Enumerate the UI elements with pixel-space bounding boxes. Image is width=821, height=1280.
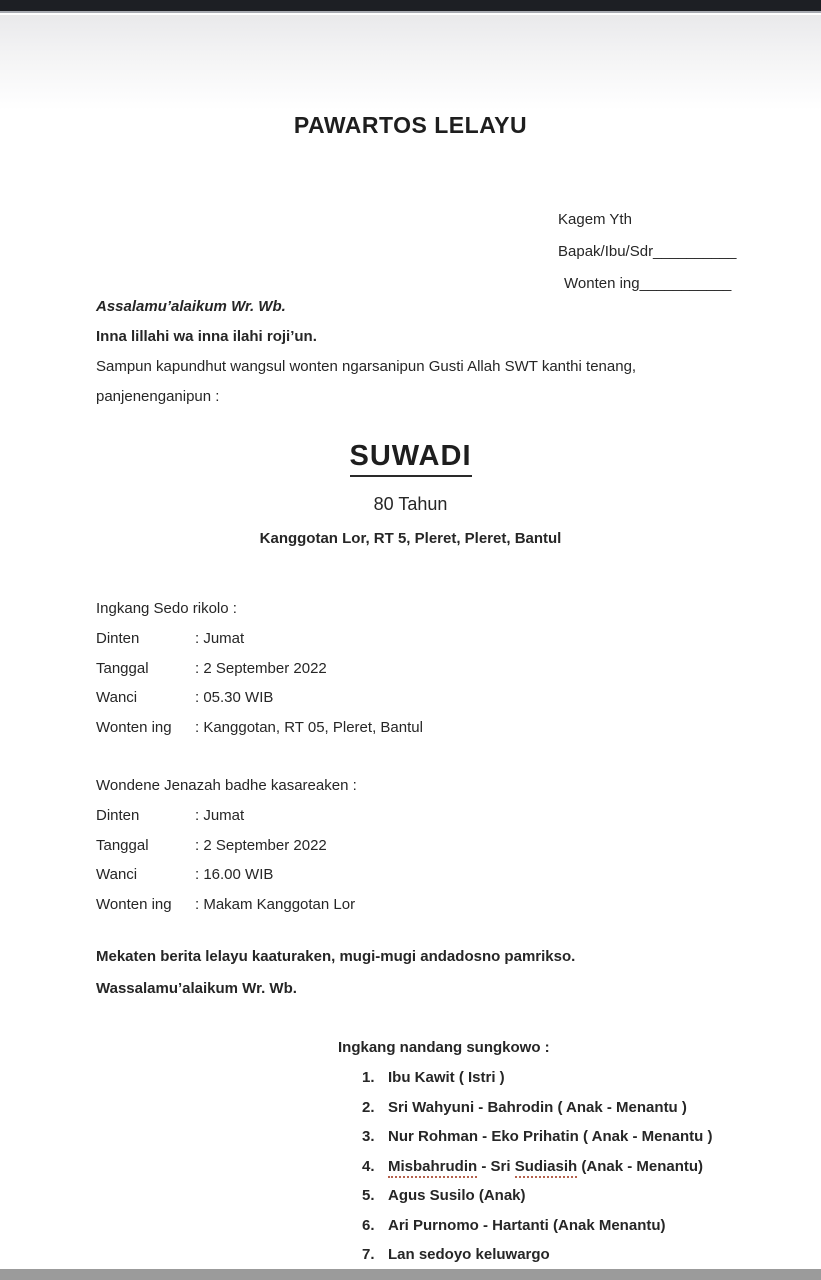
deceased-address: Kanggotan Lor, RT 5, Pleret, Pleret, Bantul xyxy=(259,530,562,547)
detail-label: Dinten xyxy=(96,630,140,647)
list-item-number: 1. xyxy=(362,1069,375,1086)
list-item xyxy=(362,1211,712,1241)
announcement-line-1: Sampun kapundhut wangsul wonten ngarsanipun Gusti Allah SWT kanthi tenang, xyxy=(96,358,637,375)
list-item xyxy=(362,1181,712,1211)
greeting-line: Assalamu’alaikum Wr. Wb. xyxy=(96,298,286,315)
detail-label: Tanggal xyxy=(96,836,149,854)
deceased-name: SUWADI xyxy=(350,440,472,477)
detail-value: : 2 September 2022 xyxy=(195,659,327,677)
detail-value: : 16.00 WIB xyxy=(195,866,274,883)
list-item xyxy=(362,1240,712,1270)
list-item-number: 2. xyxy=(362,1098,375,1116)
list-item-text: Ari Purnomo - Hartanti (Anak Menantu) xyxy=(388,1216,666,1234)
detail-value: : Makam Kanggotan Lor xyxy=(195,895,356,913)
deceased-block xyxy=(0,440,821,547)
window-top-bar xyxy=(0,0,821,13)
list-item-text: Lan sedoyo keluwargo xyxy=(388,1246,550,1263)
list-item xyxy=(362,1122,712,1152)
istirja-line: Inna lillahi wa inna ilahi roji’un. xyxy=(96,328,317,345)
detail-row-day xyxy=(96,624,423,654)
list-item-text: Ibu Kawit ( Istri ) xyxy=(388,1069,505,1086)
detail-row-time xyxy=(96,860,357,890)
burial-details-heading: Wondene Jenazah badhe kasareaken : xyxy=(96,777,357,794)
list-item-number: 6. xyxy=(362,1216,375,1234)
detail-value: : Kanggotan, RT 05, Pleret, Bantul xyxy=(195,718,423,736)
mourners-heading: Ingkang nandang sungkowo : xyxy=(338,1039,550,1056)
list-item-text: Misbahrudin - Sri Sudiasih (Anak - Menantu) xyxy=(388,1152,703,1182)
list-item-number: 5. xyxy=(362,1187,375,1204)
spellcheck-underlined-word: Sudiasih xyxy=(515,1158,578,1178)
list-item-number: 4. xyxy=(362,1157,375,1175)
closing-block xyxy=(96,941,575,1005)
detail-row-date xyxy=(96,654,423,684)
detail-value: : Jumat xyxy=(195,807,245,824)
detail-row-place xyxy=(96,890,357,920)
recipient-line-place-blank: Wonten ing___________ xyxy=(564,275,732,292)
detail-value: : 2 September 2022 xyxy=(195,836,327,854)
detail-value: : 05.30 WIB xyxy=(195,689,274,706)
detail-row-date xyxy=(96,831,357,861)
salutation-block xyxy=(96,292,761,412)
list-item-text: Agus Susilo (Anak) xyxy=(388,1187,526,1204)
spellcheck-underlined-word: Misbahrudin xyxy=(388,1158,477,1178)
mourners-block xyxy=(338,1033,712,1270)
announcement-line-2: panjenenganipun : xyxy=(96,388,220,405)
list-item-text: Sri Wahyuni - Bahrodin ( Anak - Menantu ) xyxy=(388,1098,687,1116)
detail-label: Wanci xyxy=(96,866,138,883)
list-item-number: 7. xyxy=(362,1246,375,1263)
deceased-age: 80 Tahun xyxy=(373,494,448,514)
detail-label: Wonten ing xyxy=(96,895,172,913)
page-title: PAWARTOS LELAYU xyxy=(293,112,528,138)
detail-value: : Jumat xyxy=(195,630,245,647)
detail-row-place xyxy=(96,713,423,743)
death-details-heading: Ingkang Sedo rikolo : xyxy=(96,600,237,617)
detail-row-day xyxy=(96,801,357,831)
closing-line-1: Mekaten berita lelayu kaaturaken, mugi-mugi andadosno pamrikso. xyxy=(96,948,576,965)
detail-row-time xyxy=(96,683,423,713)
recipient-block xyxy=(558,204,736,300)
list-item xyxy=(362,1152,712,1182)
closing-line-2: Wassalamu’alaikum Wr. Wb. xyxy=(96,980,297,997)
list-item xyxy=(362,1063,712,1093)
detail-label: Wanci xyxy=(96,689,138,706)
recipient-line-kagem: Kagem Yth xyxy=(558,211,632,228)
list-item-text: Nur Rohman - Eko Prihatin ( Anak - Menantu ) xyxy=(388,1128,713,1145)
mourner-list xyxy=(362,1063,712,1270)
recipient-line-name-blank: Bapak/Ibu/Sdr__________ xyxy=(558,243,737,260)
list-item-number: 3. xyxy=(362,1128,375,1145)
death-details-block xyxy=(96,594,423,742)
detail-label: Dinten xyxy=(96,807,140,824)
window-bottom-bar xyxy=(0,1269,821,1280)
page-top-shadow xyxy=(0,15,821,110)
list-item xyxy=(362,1093,712,1123)
detail-label: Tanggal xyxy=(96,659,149,677)
detail-label: Wonten ing xyxy=(96,718,172,736)
burial-details-block xyxy=(96,771,357,919)
